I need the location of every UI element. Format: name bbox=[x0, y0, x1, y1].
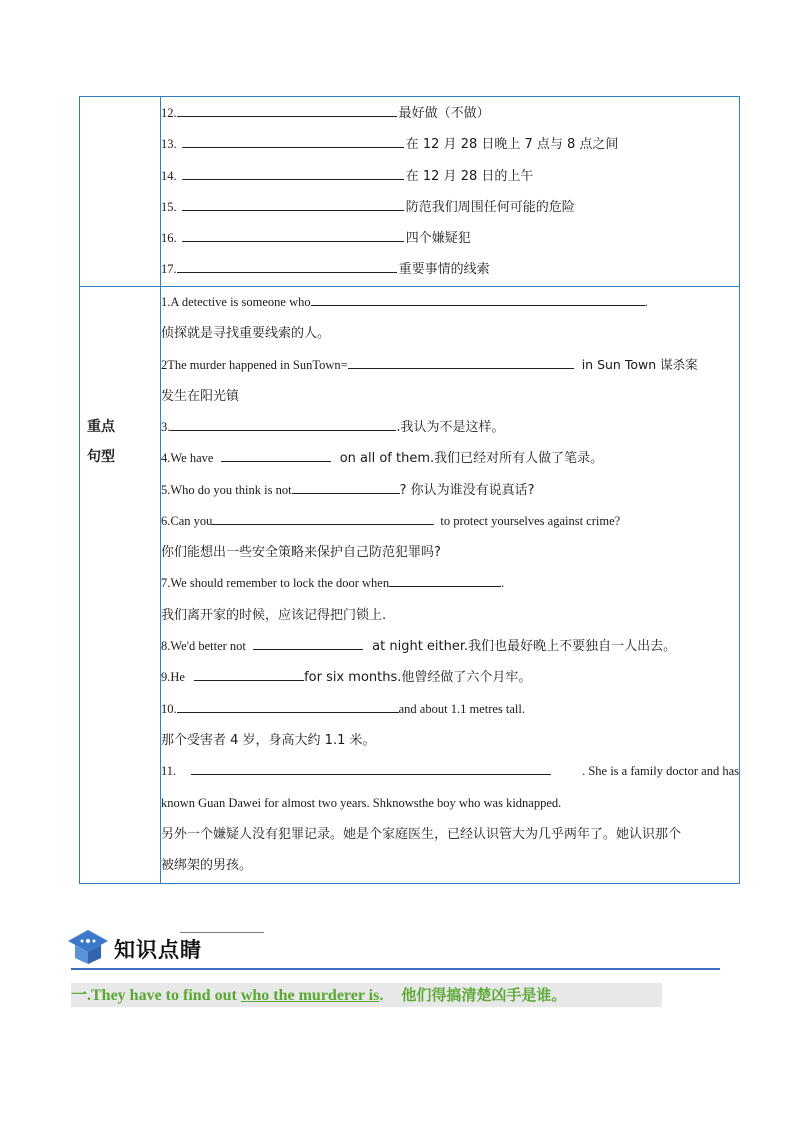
sentence-line: 9.He for six months.他曾经做了六个月牢。 bbox=[161, 670, 532, 686]
sentence-line: 8.We'd better not at night either.我们也最好晚上不要独自一人出去。 bbox=[161, 639, 677, 655]
decorative-line bbox=[180, 932, 264, 933]
sentences-content-cell bbox=[161, 286, 740, 884]
answer-blank[interactable] bbox=[194, 668, 304, 681]
answer-blank[interactable] bbox=[221, 449, 331, 462]
answer-blank[interactable] bbox=[348, 356, 574, 369]
vocab-table bbox=[79, 96, 740, 884]
answer-blank[interactable] bbox=[292, 481, 400, 494]
sentence-line: 4.We have on all of them.我们已经对所有人做了笔录。 bbox=[161, 451, 604, 467]
sentence-line: 6.Can you to protect yourselves against crime? bbox=[161, 513, 621, 528]
sentences-label-cell bbox=[80, 286, 161, 884]
phrase-item: 14. 在 12 月 28 日的上午 bbox=[161, 168, 534, 184]
sentence-translation: 另外一个嫌疑人没有犯罪记录。她是个家庭医生，已经认识管大为几乎两年了。她认识那个 bbox=[161, 826, 682, 842]
knowledge-header bbox=[67, 928, 720, 972]
phrase-item: 13. 在 12 月 28 日晚上 7 点与 8 点之间 bbox=[161, 137, 619, 153]
sentence-line: 3. .我认为不是这样。 bbox=[161, 419, 505, 435]
answer-blank[interactable] bbox=[177, 260, 397, 273]
key-point: 一.They have to find out who the murderer is. 他们得搞清楚凶手是谁。 bbox=[71, 983, 662, 1007]
phrases-row bbox=[80, 97, 740, 287]
phrase-item: 16. 四个嫌疑犯 bbox=[161, 231, 471, 247]
phrase-item: 15. 防范我们周围任何可能的危险 bbox=[161, 199, 575, 215]
sentence-translation: 侦探就是寻找重要线索的人。 bbox=[161, 326, 331, 342]
sentence-line: 7.We should remember to lock the door when . bbox=[161, 576, 505, 591]
answer-blank[interactable] bbox=[182, 135, 404, 148]
sentence-translation: 那个受害者 4 岁，身高大约 1.1 米。 bbox=[161, 732, 376, 748]
section-label: 句型 bbox=[87, 448, 115, 465]
answer-blank[interactable] bbox=[182, 167, 404, 180]
answer-blank[interactable] bbox=[177, 104, 397, 117]
answer-blank[interactable] bbox=[182, 198, 404, 211]
answer-blank[interactable] bbox=[182, 229, 404, 242]
sentence-line: 10. and about 1.1 metres tall. bbox=[161, 701, 525, 716]
answer-blank[interactable] bbox=[253, 637, 363, 650]
answer-blank[interactable] bbox=[389, 574, 501, 587]
answer-blank[interactable] bbox=[212, 512, 434, 525]
graduation-cap-icon bbox=[67, 928, 109, 964]
phrase-item: 17. 重要事情的线索 bbox=[161, 262, 490, 278]
answer-blank[interactable] bbox=[191, 762, 551, 775]
sentence-translation: 被绑架的男孩。 bbox=[161, 858, 253, 874]
sentence-line: 1.A detective is someone who . bbox=[161, 294, 648, 309]
section-divider bbox=[71, 968, 720, 970]
sentence-line: 2The murder happened in SunTown= in Sun Town 谋杀案 bbox=[161, 357, 698, 373]
sentence-continuation: known Guan Dawei for almost two years. Shknowsthe boy who was kidnapped. bbox=[161, 795, 562, 810]
phrases-label-cell bbox=[80, 97, 161, 287]
phrases-content-cell bbox=[161, 97, 740, 287]
sentence-translation: 发生在阳光镇 bbox=[161, 388, 240, 404]
answer-blank[interactable] bbox=[311, 293, 645, 306]
answer-blank[interactable] bbox=[170, 418, 396, 431]
sentence-line: 5.Who do you think is not ? 你认为谁没有说真话? bbox=[161, 482, 535, 498]
sentence-line: 11. . She is a family doctor and has bbox=[161, 764, 739, 779]
sentence-translation: 我们离开家的时候，应该记得把门锁上. bbox=[161, 607, 387, 623]
sentences-row bbox=[80, 286, 740, 884]
answer-blank[interactable] bbox=[177, 700, 399, 713]
sentence-translation: 你们能想出一些安全策略来保护自己防范犯罪吗? bbox=[161, 545, 441, 561]
section-title: 知识点睛 bbox=[114, 938, 202, 962]
phrase-item: 12. 最好做（不做） bbox=[161, 106, 490, 121]
section-label: 重点 bbox=[87, 418, 115, 435]
